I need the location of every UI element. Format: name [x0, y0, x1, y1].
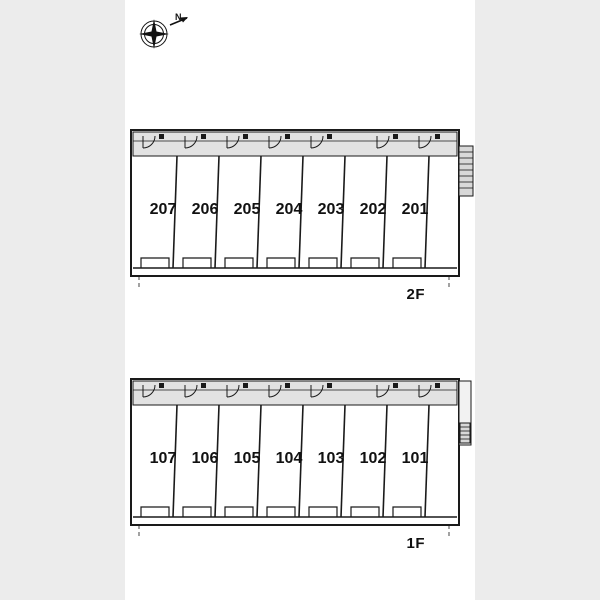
- unit-label-203: 203: [317, 201, 345, 218]
- unit-label-103: 103: [317, 450, 345, 467]
- unit-label-105: 105: [233, 450, 261, 467]
- unit-label-202: 202: [359, 201, 387, 218]
- compass-north-label: N: [175, 12, 182, 22]
- unit-label-201: 201: [401, 201, 429, 218]
- unit-label-207: 207: [149, 201, 177, 218]
- unit-label-101: 101: [401, 450, 429, 467]
- floor-label-1f: 1F: [406, 535, 425, 552]
- unit-label-102: 102: [359, 450, 387, 467]
- unit-label-106: 106: [191, 450, 219, 467]
- unit-label-107: 107: [149, 450, 177, 467]
- unit-label-205: 205: [233, 201, 261, 218]
- unit-label-206: 206: [191, 201, 219, 218]
- unit-label-104: 104: [275, 450, 303, 467]
- floor-label-2f: 2F: [406, 286, 425, 303]
- unit-label-204: 204: [275, 201, 303, 218]
- compass-rose-icon: [132, 8, 202, 56]
